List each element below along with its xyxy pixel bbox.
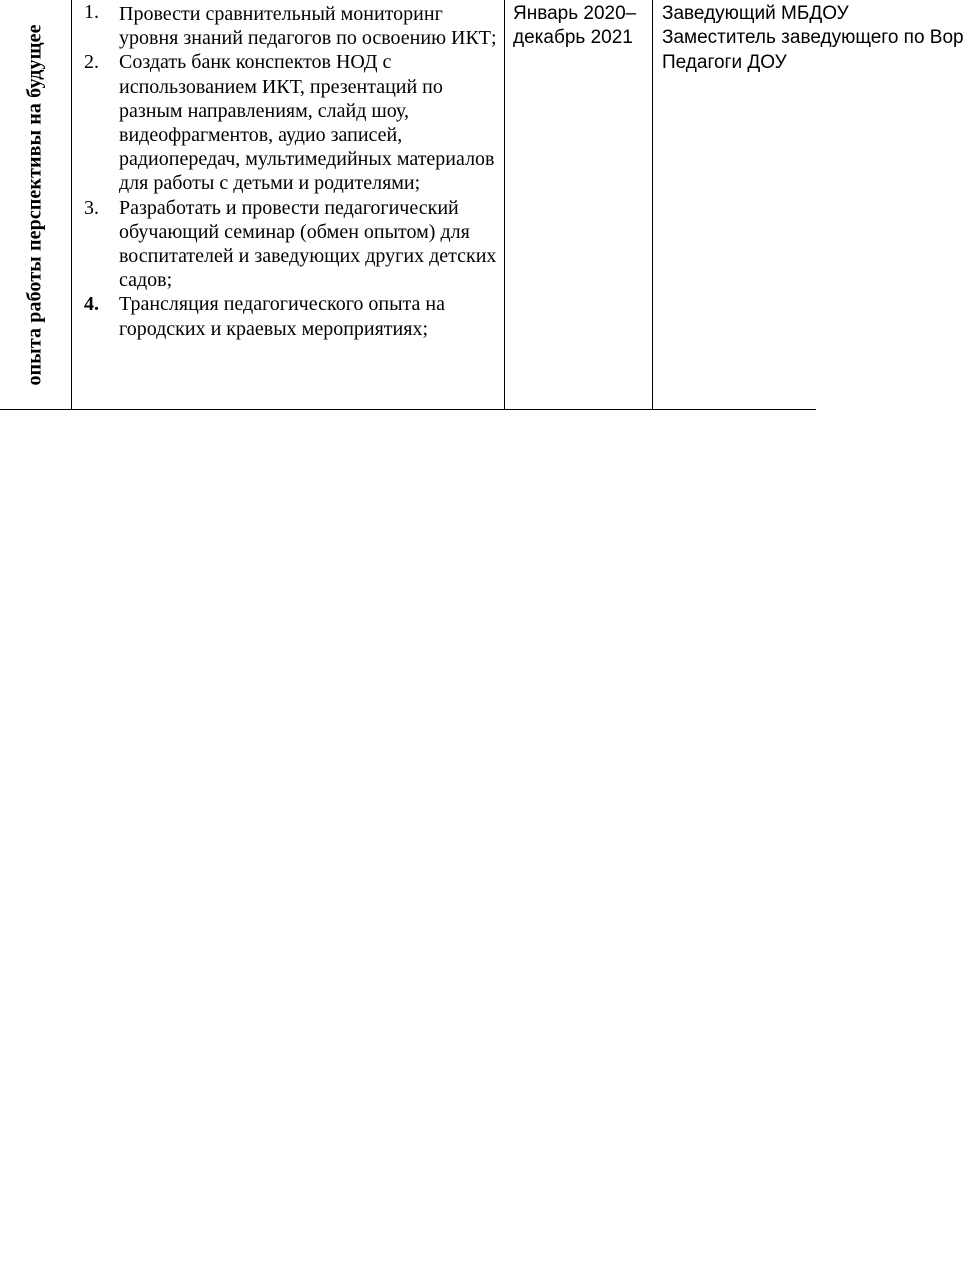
task-number: 1. [84, 1, 99, 23]
task-text: Разработать и провести педагогический обучающий семинар (обмен опытом) для воспитателей и заведующих других детских садов; [119, 196, 497, 292]
side-label-cell [0, 0, 71, 409]
period-text: Январь 2020–декабрь 2021 [513, 3, 637, 48]
row-bottom-border [0, 409, 816, 410]
task-number: 2. [84, 51, 99, 74]
responsible-line: Заместитель заведующего по Вор [662, 27, 964, 49]
tasks-cell [72, 0, 504, 409]
task-number: 4. [84, 293, 99, 316]
period-cell [505, 0, 652, 409]
side-label: опыта работы перспективы на будущее [23, 24, 46, 386]
task-text: Провести сравнительный мониторинг уровня знаний педагогов по освоению ИКТ; [119, 3, 497, 50]
task-item [72, 0, 504, 50]
task-item [72, 292, 504, 340]
responsible-line: Заведующий МБДОУ [662, 3, 849, 24]
responsible-cell [653, 0, 964, 409]
responsible-line: Педагоги ДОУ [662, 51, 787, 73]
task-text: Трансляция педагогического опыта на городских и краевых мероприятиях; [119, 293, 445, 340]
task-item [72, 50, 504, 195]
task-number: 3. [84, 196, 99, 219]
task-text: Создать банк конспектов НОД с использованием ИКТ, презентаций по разным направлениям, слайд шоу, видеофрагментов, аудио записей, радиопередач, мультимедийных материалов для работы с детьми и родителями; [119, 51, 495, 195]
task-list [72, 0, 504, 341]
task-item [72, 196, 504, 293]
